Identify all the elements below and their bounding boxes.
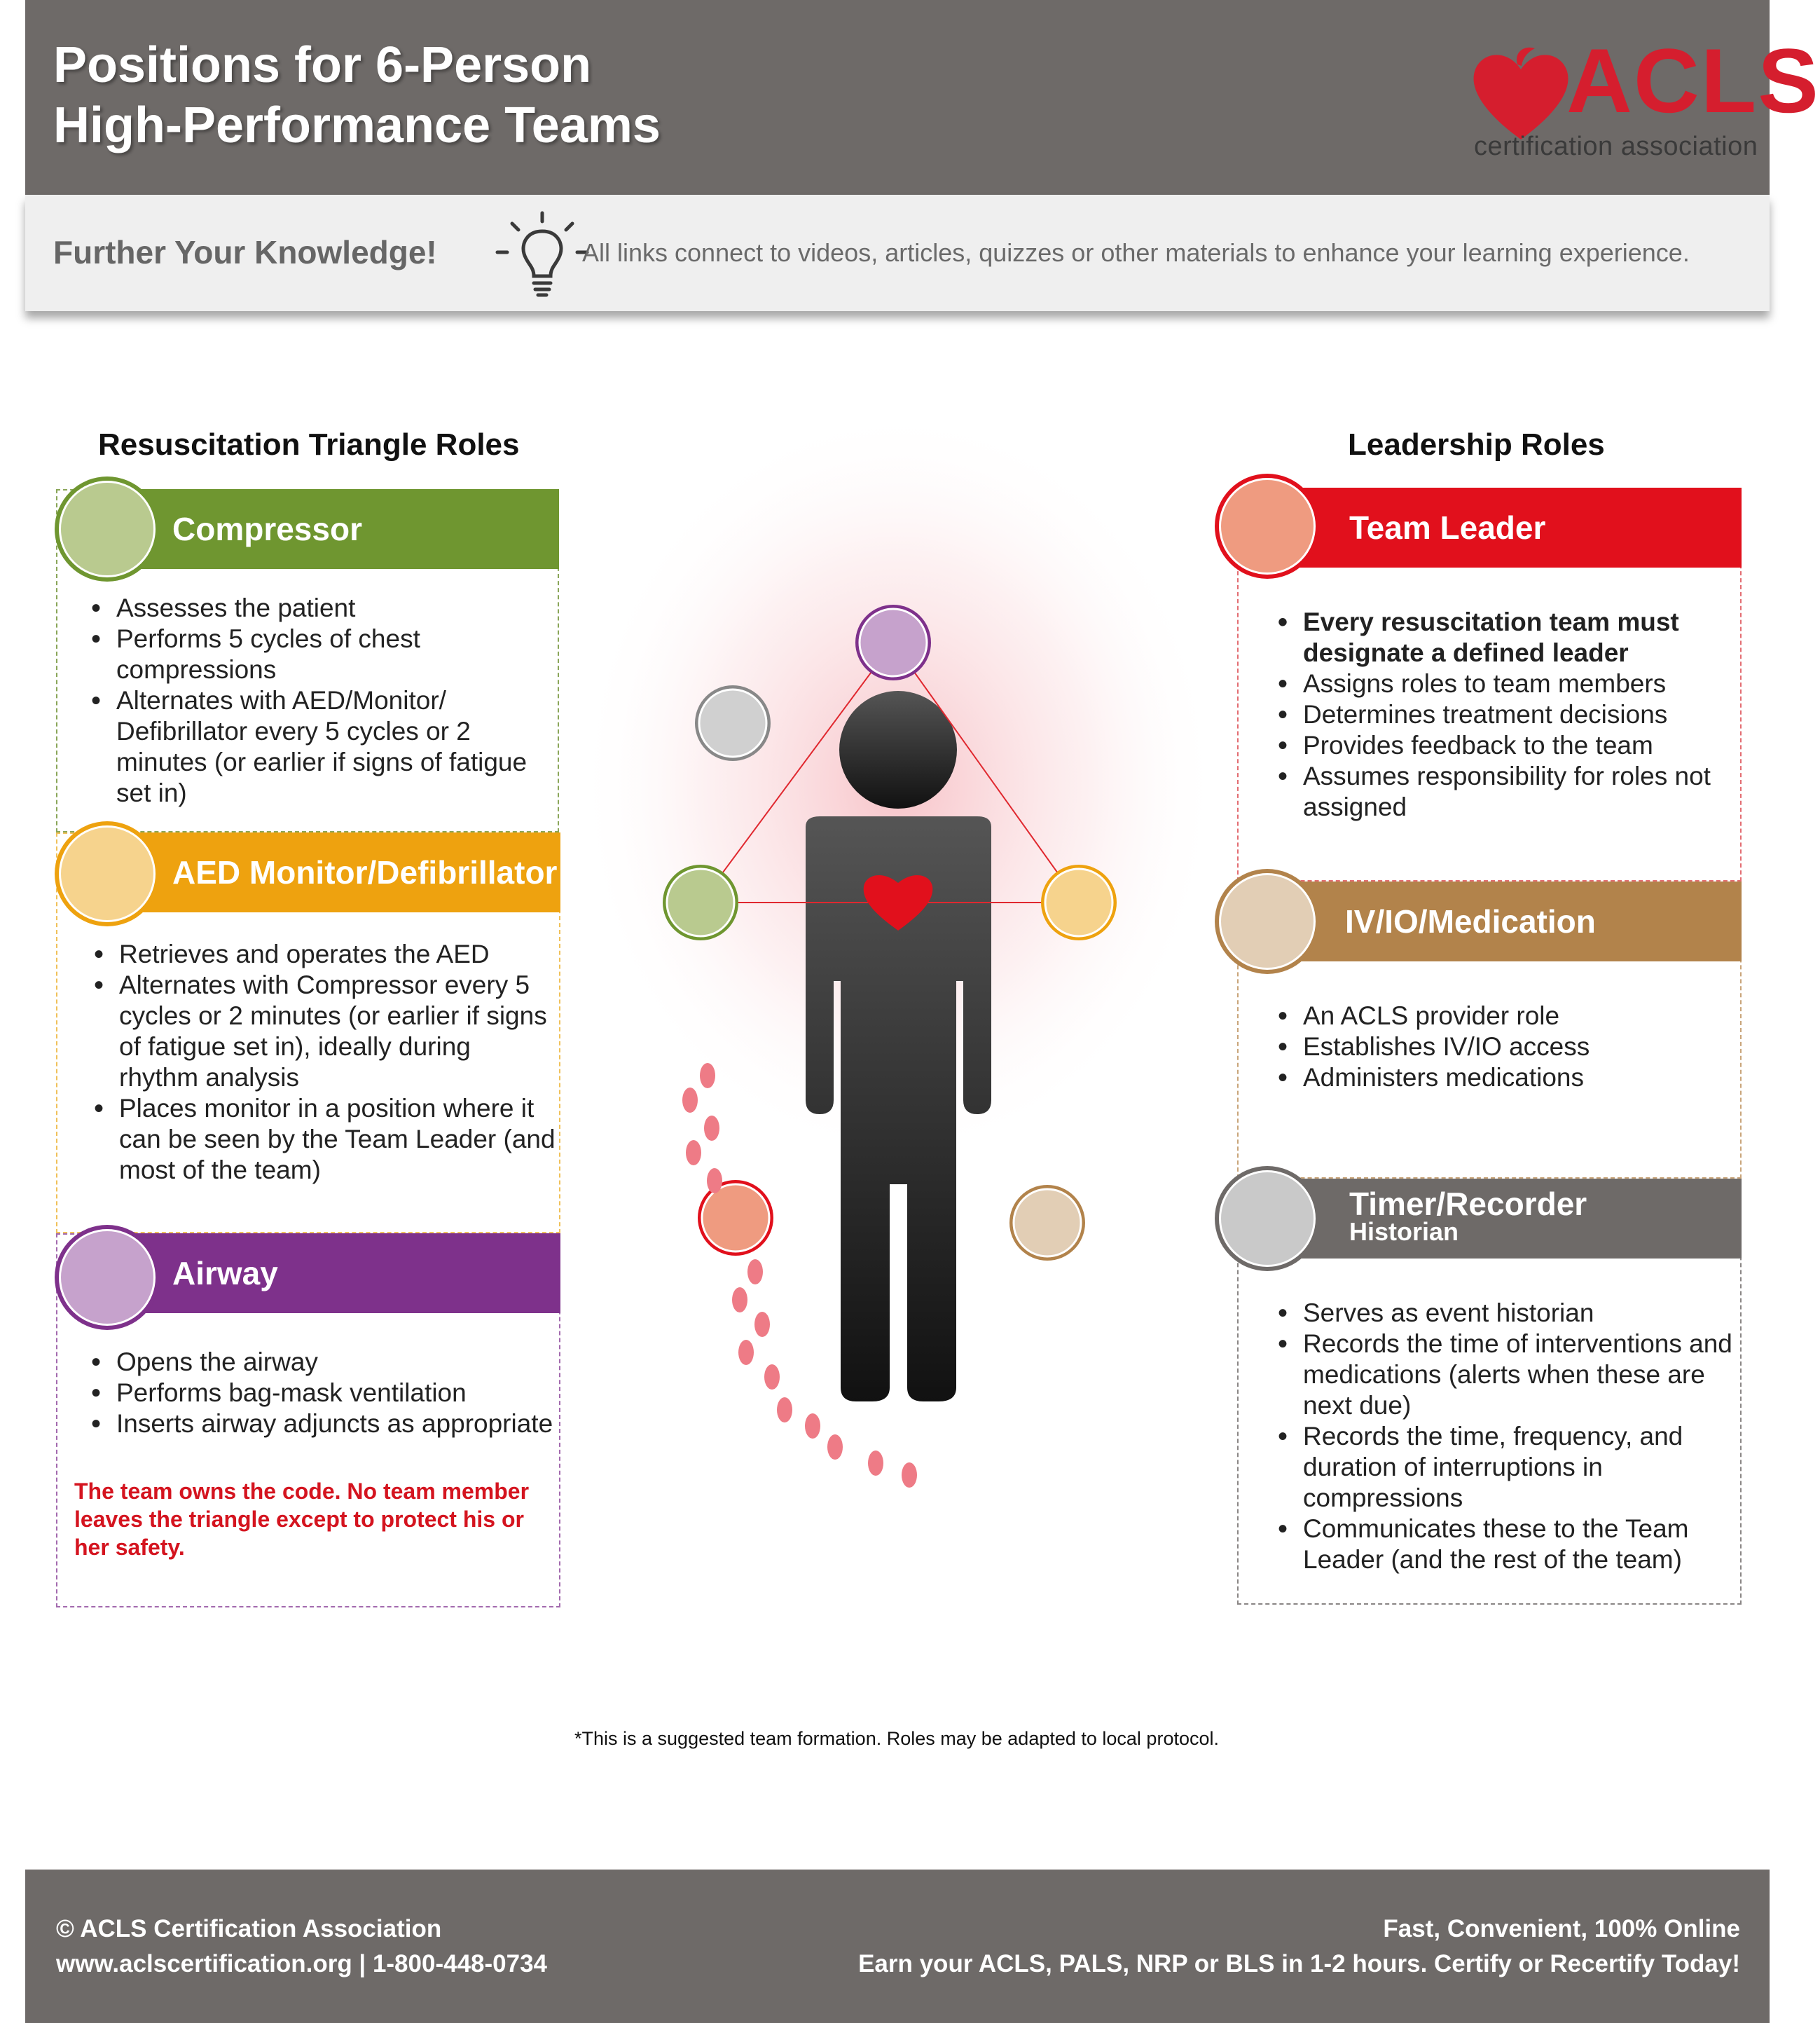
airway-mask-icon (55, 1225, 160, 1330)
list-item: • Assumes responsibility for roles not assigned (1278, 761, 1740, 823)
team-leader-bullets (1278, 607, 1740, 823)
logo-subtitle: certification association (1474, 132, 1758, 161)
knowledge-title: Further Your Knowledge! (53, 234, 437, 270)
timer-position[interactable] (695, 685, 771, 761)
list-item: • Assigns roles to team members (1278, 668, 1740, 699)
list-item: • Communicates these to the Team Leader (and the rest of the team) (1278, 1514, 1740, 1575)
list-item: • Performs bag-mask ventilation (91, 1378, 560, 1408)
list-item: • Determines treatment decisions (1278, 699, 1740, 730)
list-item: • Records the time, frequency, and duration of interruptions in compressions (1278, 1421, 1740, 1514)
list-item: • Alternates with Compressor every 5 cycles or 2 minutes (or earlier if signs of fatigue set in), ideally during rhythm analysis (94, 970, 556, 1093)
list-item: • Retrieves and operates the AED (94, 939, 556, 970)
list-item: • Performs 5 cycles of chest compressions (91, 624, 539, 685)
team-leader-icon (1215, 474, 1320, 579)
compressor-position[interactable] (663, 865, 738, 940)
page-title (53, 35, 661, 156)
iv-position[interactable] (1009, 1185, 1085, 1261)
list-item: • Assesses the patient (91, 593, 539, 624)
stopwatch-icon (1215, 1166, 1320, 1271)
footer-copyright: © ACLS Certification Association (56, 1915, 442, 1942)
list-item: • Serves as event historian (1278, 1298, 1740, 1329)
footer-tagline: Fast, Convenient, 100% Online (1383, 1915, 1740, 1942)
lightbulb-icon (493, 209, 591, 300)
logo-wordmark: ACLS (1566, 29, 1820, 132)
title-line-2: High-Performance Teams (53, 97, 661, 153)
timer-title: Timer/Recorder (1349, 1186, 1587, 1222)
left-section-title: Resuscitation Triangle Roles (98, 427, 520, 462)
compressor-header[interactable] (105, 489, 559, 569)
list-item: • Alternates with AED/Monitor/ Defibrillator every 5 cycles or 2 minutes (or earlier if signs of fatigue set in) (91, 685, 539, 809)
list-item: • Inserts airway adjuncts as appropriate (91, 1408, 560, 1439)
team-formation-diagram (574, 392, 1226, 1556)
iv-title: IV/IO/Medication (1345, 903, 1596, 940)
title-line-1: Positions for 6-Person (53, 37, 592, 93)
footer-website-phone[interactable]: www.aclscertification.org | 1-800-448-0734 (56, 1950, 548, 1977)
compressor-icon (55, 476, 160, 582)
footer-banner (25, 1870, 1770, 2023)
list-item: • Provides feedback to the team (1278, 730, 1740, 761)
iv-bag-icon (1215, 869, 1320, 974)
list-item: • Places monitor in a position where it can be seen by the Team Leader (and most of the team) (94, 1093, 556, 1186)
team-leader-title: Team Leader (1349, 509, 1546, 546)
timer-title-block (1349, 1188, 1587, 1244)
list-item: • Records the time of interventions and medications (alerts when these are next due) (1278, 1329, 1740, 1421)
list-item: • Opens the airway (91, 1347, 560, 1378)
header-banner (25, 0, 1820, 195)
right-section-title: Leadership Roles (1348, 427, 1605, 462)
iv-bullets (1278, 1001, 1740, 1093)
aed-bullets (94, 939, 556, 1186)
list-item: • Administers medications (1278, 1062, 1740, 1093)
knowledge-bar (25, 195, 1770, 311)
aed-header[interactable] (105, 832, 560, 912)
disclaimer-text: *This is a suggested team formation. Roles may be adapted to local protocol. (574, 1728, 1219, 1749)
acls-logo[interactable] (1468, 28, 1820, 168)
timer-header[interactable] (1286, 1179, 1742, 1259)
knowledge-description: All links connect to videos, articles, quizzes or other materials to enhance your learning experience. (582, 238, 1690, 267)
footer-cta[interactable]: Earn your ACLS, PALS, NRP or BLS in 1-2 hours. Certify or Recertify Today! (858, 1950, 1740, 1977)
iv-header[interactable] (1286, 882, 1742, 961)
aed-icon (55, 821, 160, 926)
footer-contact (56, 1912, 547, 1982)
timer-subtitle: Historian (1349, 1217, 1459, 1246)
timer-bullets (1278, 1298, 1740, 1575)
airway-title: Airway (172, 1255, 278, 1291)
compressor-title: Compressor (172, 511, 362, 547)
aed-title: AED Monitor/Defibrillator (172, 854, 558, 891)
aed-position[interactable] (1041, 865, 1117, 940)
airway-position[interactable] (855, 605, 931, 680)
team-leader-position[interactable] (698, 1180, 773, 1256)
team-note: The team owns the code. No team member leaves the triangle except to protect his or her safety. (74, 1479, 530, 1560)
footer-promo (858, 1912, 1740, 1982)
list-item: • Every resuscitation team must designate a defined leader (1278, 607, 1740, 668)
list-item: • An ACLS provider role (1278, 1001, 1740, 1031)
heart-logo-icon (1468, 45, 1573, 143)
compressor-bullets (91, 593, 539, 809)
list-item: • Establishes IV/IO access (1278, 1031, 1740, 1062)
team-leader-header[interactable] (1286, 488, 1742, 568)
airway-header[interactable] (105, 1233, 560, 1313)
airway-bullets (91, 1347, 560, 1439)
